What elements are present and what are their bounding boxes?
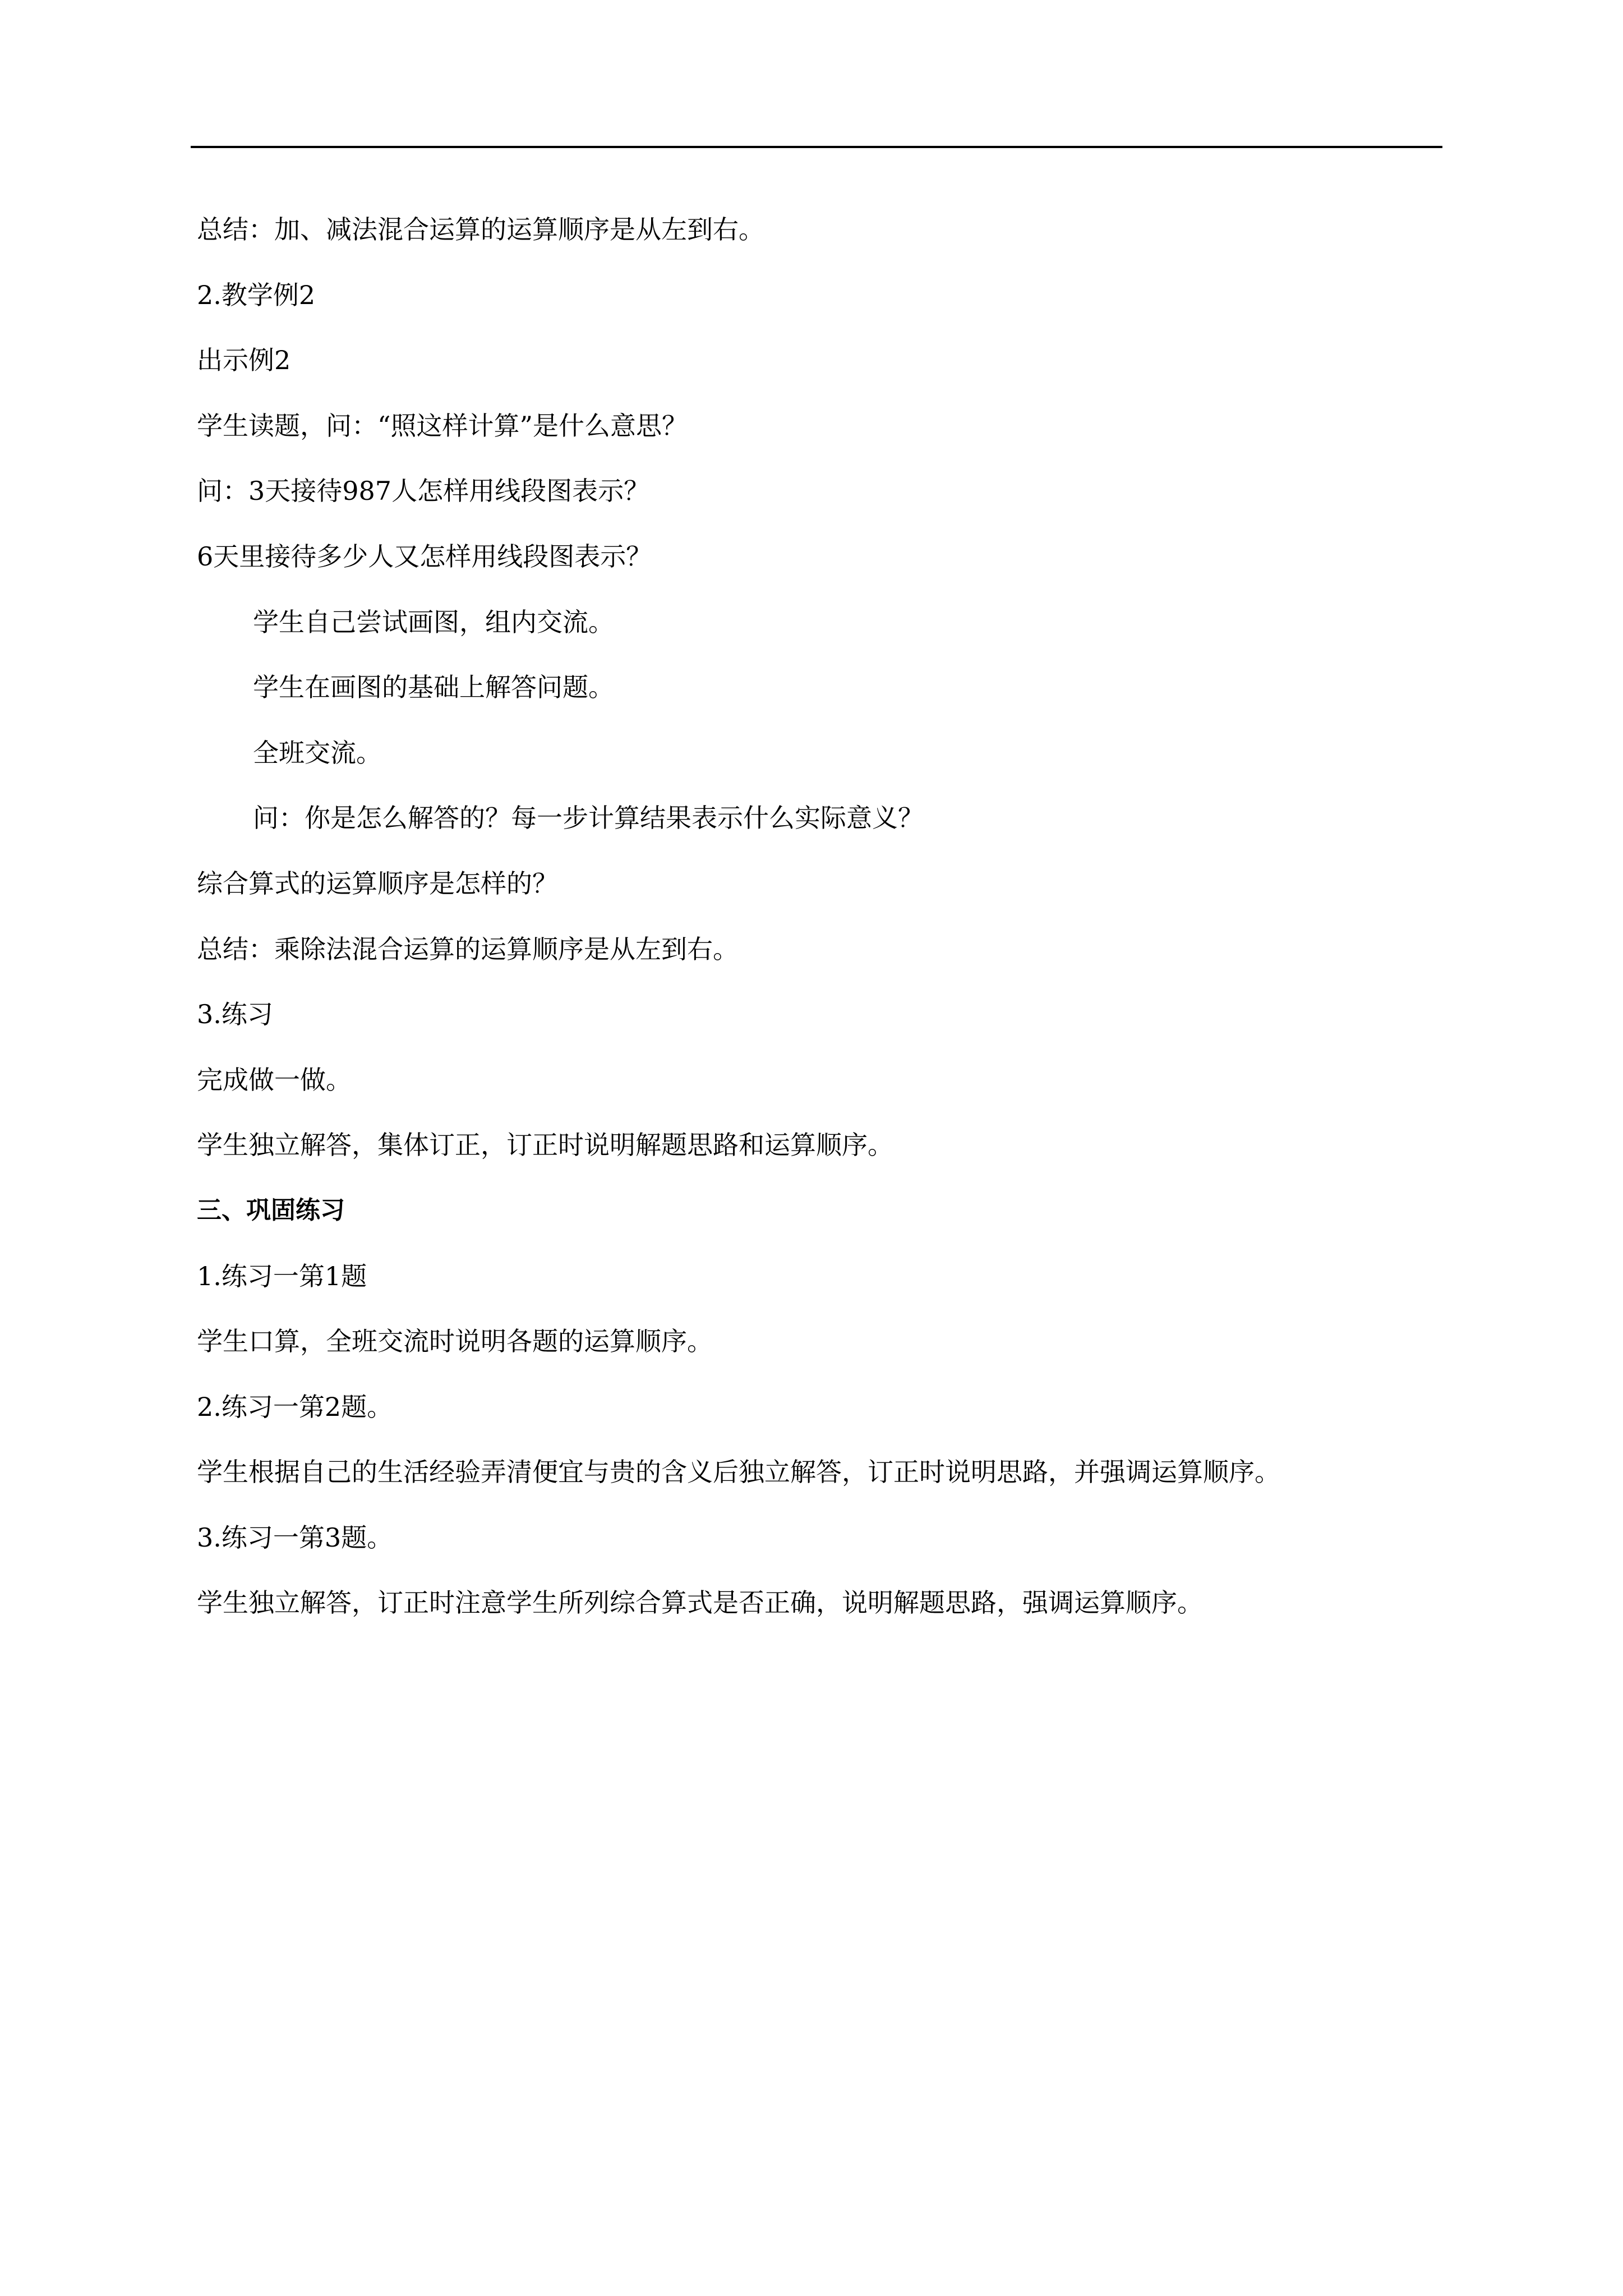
exercise-1-note: 学生口算，全班交流时说明各题的运算顺序。 xyxy=(197,1326,713,1357)
question-how-solved: 问：你是怎么解答的？每一步计算结果表示什么实际意义？ xyxy=(253,803,924,834)
summary-add-subtract: 总结：加、减法混合运算的运算顺序是从左到右。 xyxy=(197,214,764,245)
exercise-3-note: 学生独立解答，订正时注意学生所列综合算式是否正确，说明解题思路，强调运算顺序。 xyxy=(197,1588,1203,1618)
reading-question: 学生读题，问：“照这样计算”是什么意思？ xyxy=(197,410,688,441)
student-drawing: 学生自己尝试画图，组内交流。 xyxy=(253,606,614,637)
summary-multiply-divide: 总结：乘除法混合运算的运算顺序是从左到右。 xyxy=(197,933,739,964)
exercise-2-note: 学生根据自己的生活经验弄清便宜与贵的含义后独立解答，订正时说明思路，并强调运算顺序。 xyxy=(197,1457,1280,1488)
question-six-days: 6天里接待多少人又怎样用线段图表示？ xyxy=(197,541,652,572)
exercise-3: 3.练习一第3题。 xyxy=(197,1522,393,1553)
exercise-2: 2.练习一第2题。 xyxy=(197,1391,393,1422)
show-example-2: 出示例2 xyxy=(197,345,291,376)
section-example-2: 2.教学例2 xyxy=(197,279,316,310)
independent-solving: 学生独立解答，集体订正，订正时说明解题思路和运算顺序。 xyxy=(197,1130,893,1161)
class-exchange: 全班交流。 xyxy=(253,737,382,768)
header-rule xyxy=(191,146,1442,148)
complete-exercise: 完成做一做。 xyxy=(197,1064,352,1095)
section-practice: 3.练习 xyxy=(197,999,273,1030)
student-solving: 学生在画图的基础上解答问题。 xyxy=(253,672,614,703)
question-three-days: 问：3天接待987人怎样用线段图表示？ xyxy=(197,476,650,507)
heading-consolidation-practice: 三、巩固练习 xyxy=(197,1195,345,1225)
document-body xyxy=(197,210,1447,1649)
question-order: 综合算式的运算顺序是怎样的？ xyxy=(197,868,558,899)
exercise-1: 1.练习一第1题 xyxy=(197,1260,367,1291)
